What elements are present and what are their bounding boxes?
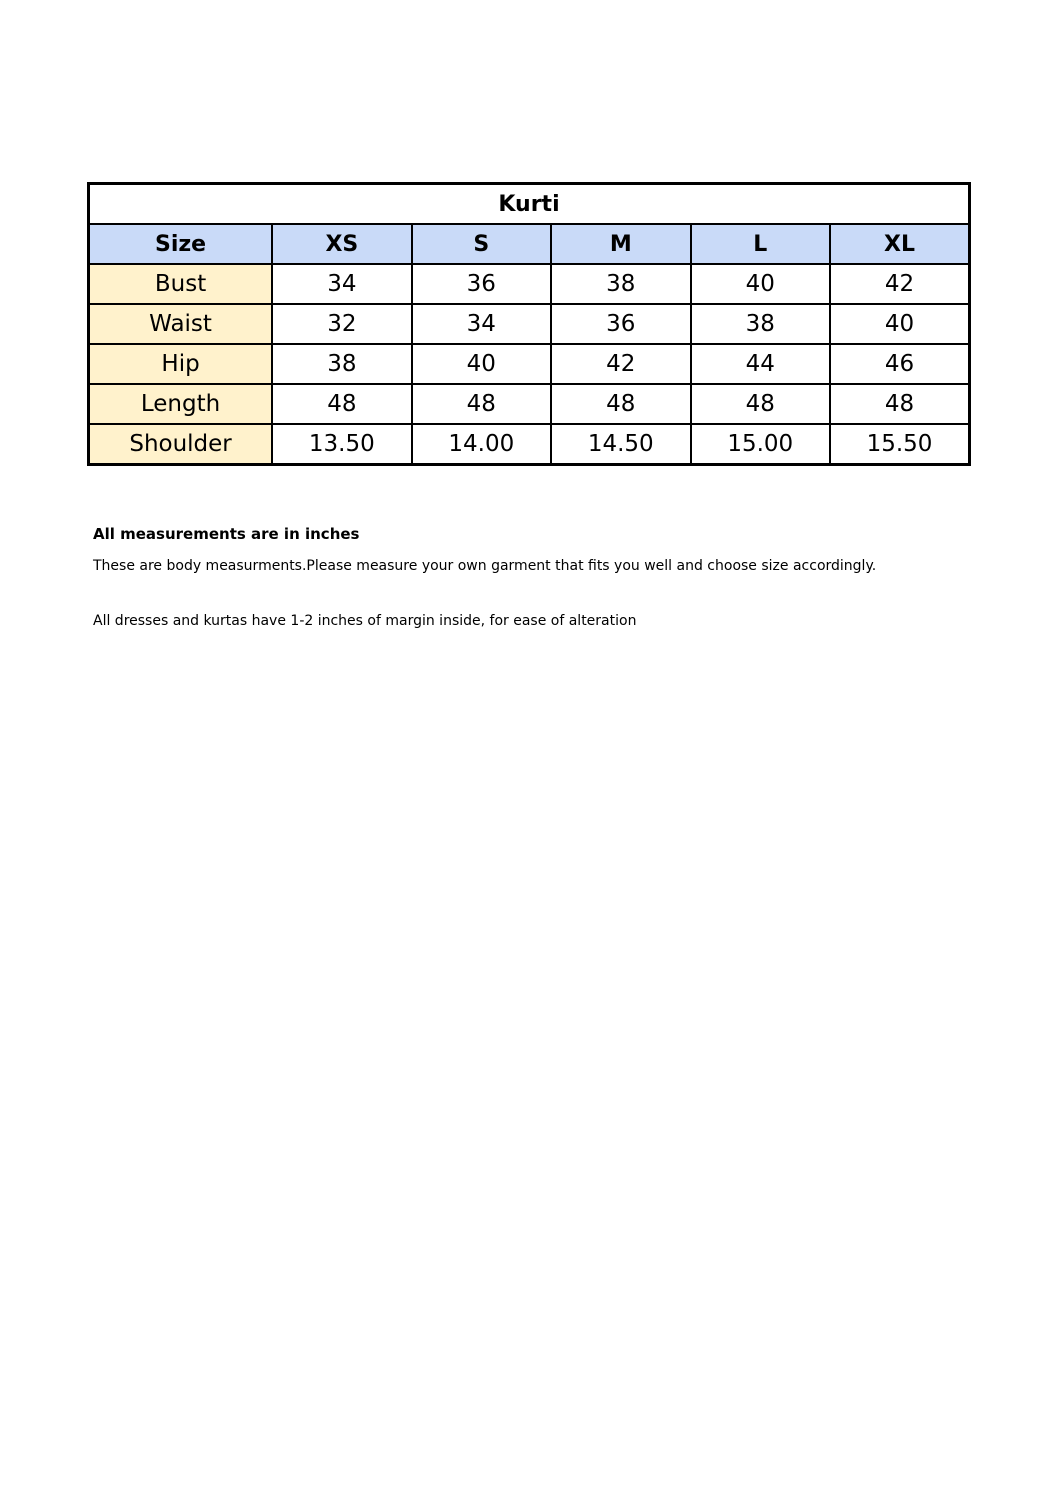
size-header-xl: XL (830, 224, 970, 264)
table-title: Kurti (89, 184, 970, 225)
size-chart-table (87, 182, 971, 466)
row-label-hip: Hip (89, 344, 273, 384)
table-cell: 42 (551, 344, 690, 384)
notes-heading: All measurements are in inches (93, 525, 360, 543)
table-cell: 48 (830, 384, 970, 424)
notes-line-body-measurements: These are body measurments.Please measure your own garment that fits you well and choose size accordingly. (93, 558, 877, 574)
table-row (89, 384, 970, 424)
row-label-bust: Bust (89, 264, 273, 304)
table-cell: 40 (830, 304, 970, 344)
notes-section (93, 524, 993, 631)
table-cell: 34 (412, 304, 551, 344)
notes-line-margin: All dresses and kurtas have 1-2 inches of margin inside, for ease of alteration (93, 613, 637, 629)
table-row (89, 344, 970, 384)
row-label-length: Length (89, 384, 273, 424)
table-cell: 48 (691, 384, 830, 424)
size-header-label: Size (89, 224, 273, 264)
size-header-l: L (691, 224, 830, 264)
table-cell: 14.50 (551, 424, 690, 465)
row-label-shoulder: Shoulder (89, 424, 273, 465)
table-row (89, 264, 970, 304)
table-cell: 48 (412, 384, 551, 424)
table-cell: 42 (830, 264, 970, 304)
table-cell: 38 (691, 304, 830, 344)
table-cell: 36 (412, 264, 551, 304)
table-cell: 15.50 (830, 424, 970, 465)
row-label-waist: Waist (89, 304, 273, 344)
size-header-s: S (412, 224, 551, 264)
table-cell: 46 (830, 344, 970, 384)
table-row (89, 304, 970, 344)
table-cell: 36 (551, 304, 690, 344)
table-header-row (89, 224, 970, 264)
size-header-xs: XS (272, 224, 411, 264)
table-cell: 32 (272, 304, 411, 344)
table-cell: 34 (272, 264, 411, 304)
table-cell: 38 (551, 264, 690, 304)
table-cell: 38 (272, 344, 411, 384)
size-header-m: M (551, 224, 690, 264)
table-row (89, 424, 970, 465)
table-cell: 40 (412, 344, 551, 384)
table-cell: 48 (272, 384, 411, 424)
table-cell: 48 (551, 384, 690, 424)
table-cell: 15.00 (691, 424, 830, 465)
table-cell: 14.00 (412, 424, 551, 465)
table-cell: 40 (691, 264, 830, 304)
table-title-row (89, 184, 970, 225)
table-cell: 13.50 (272, 424, 411, 465)
table-cell: 44 (691, 344, 830, 384)
